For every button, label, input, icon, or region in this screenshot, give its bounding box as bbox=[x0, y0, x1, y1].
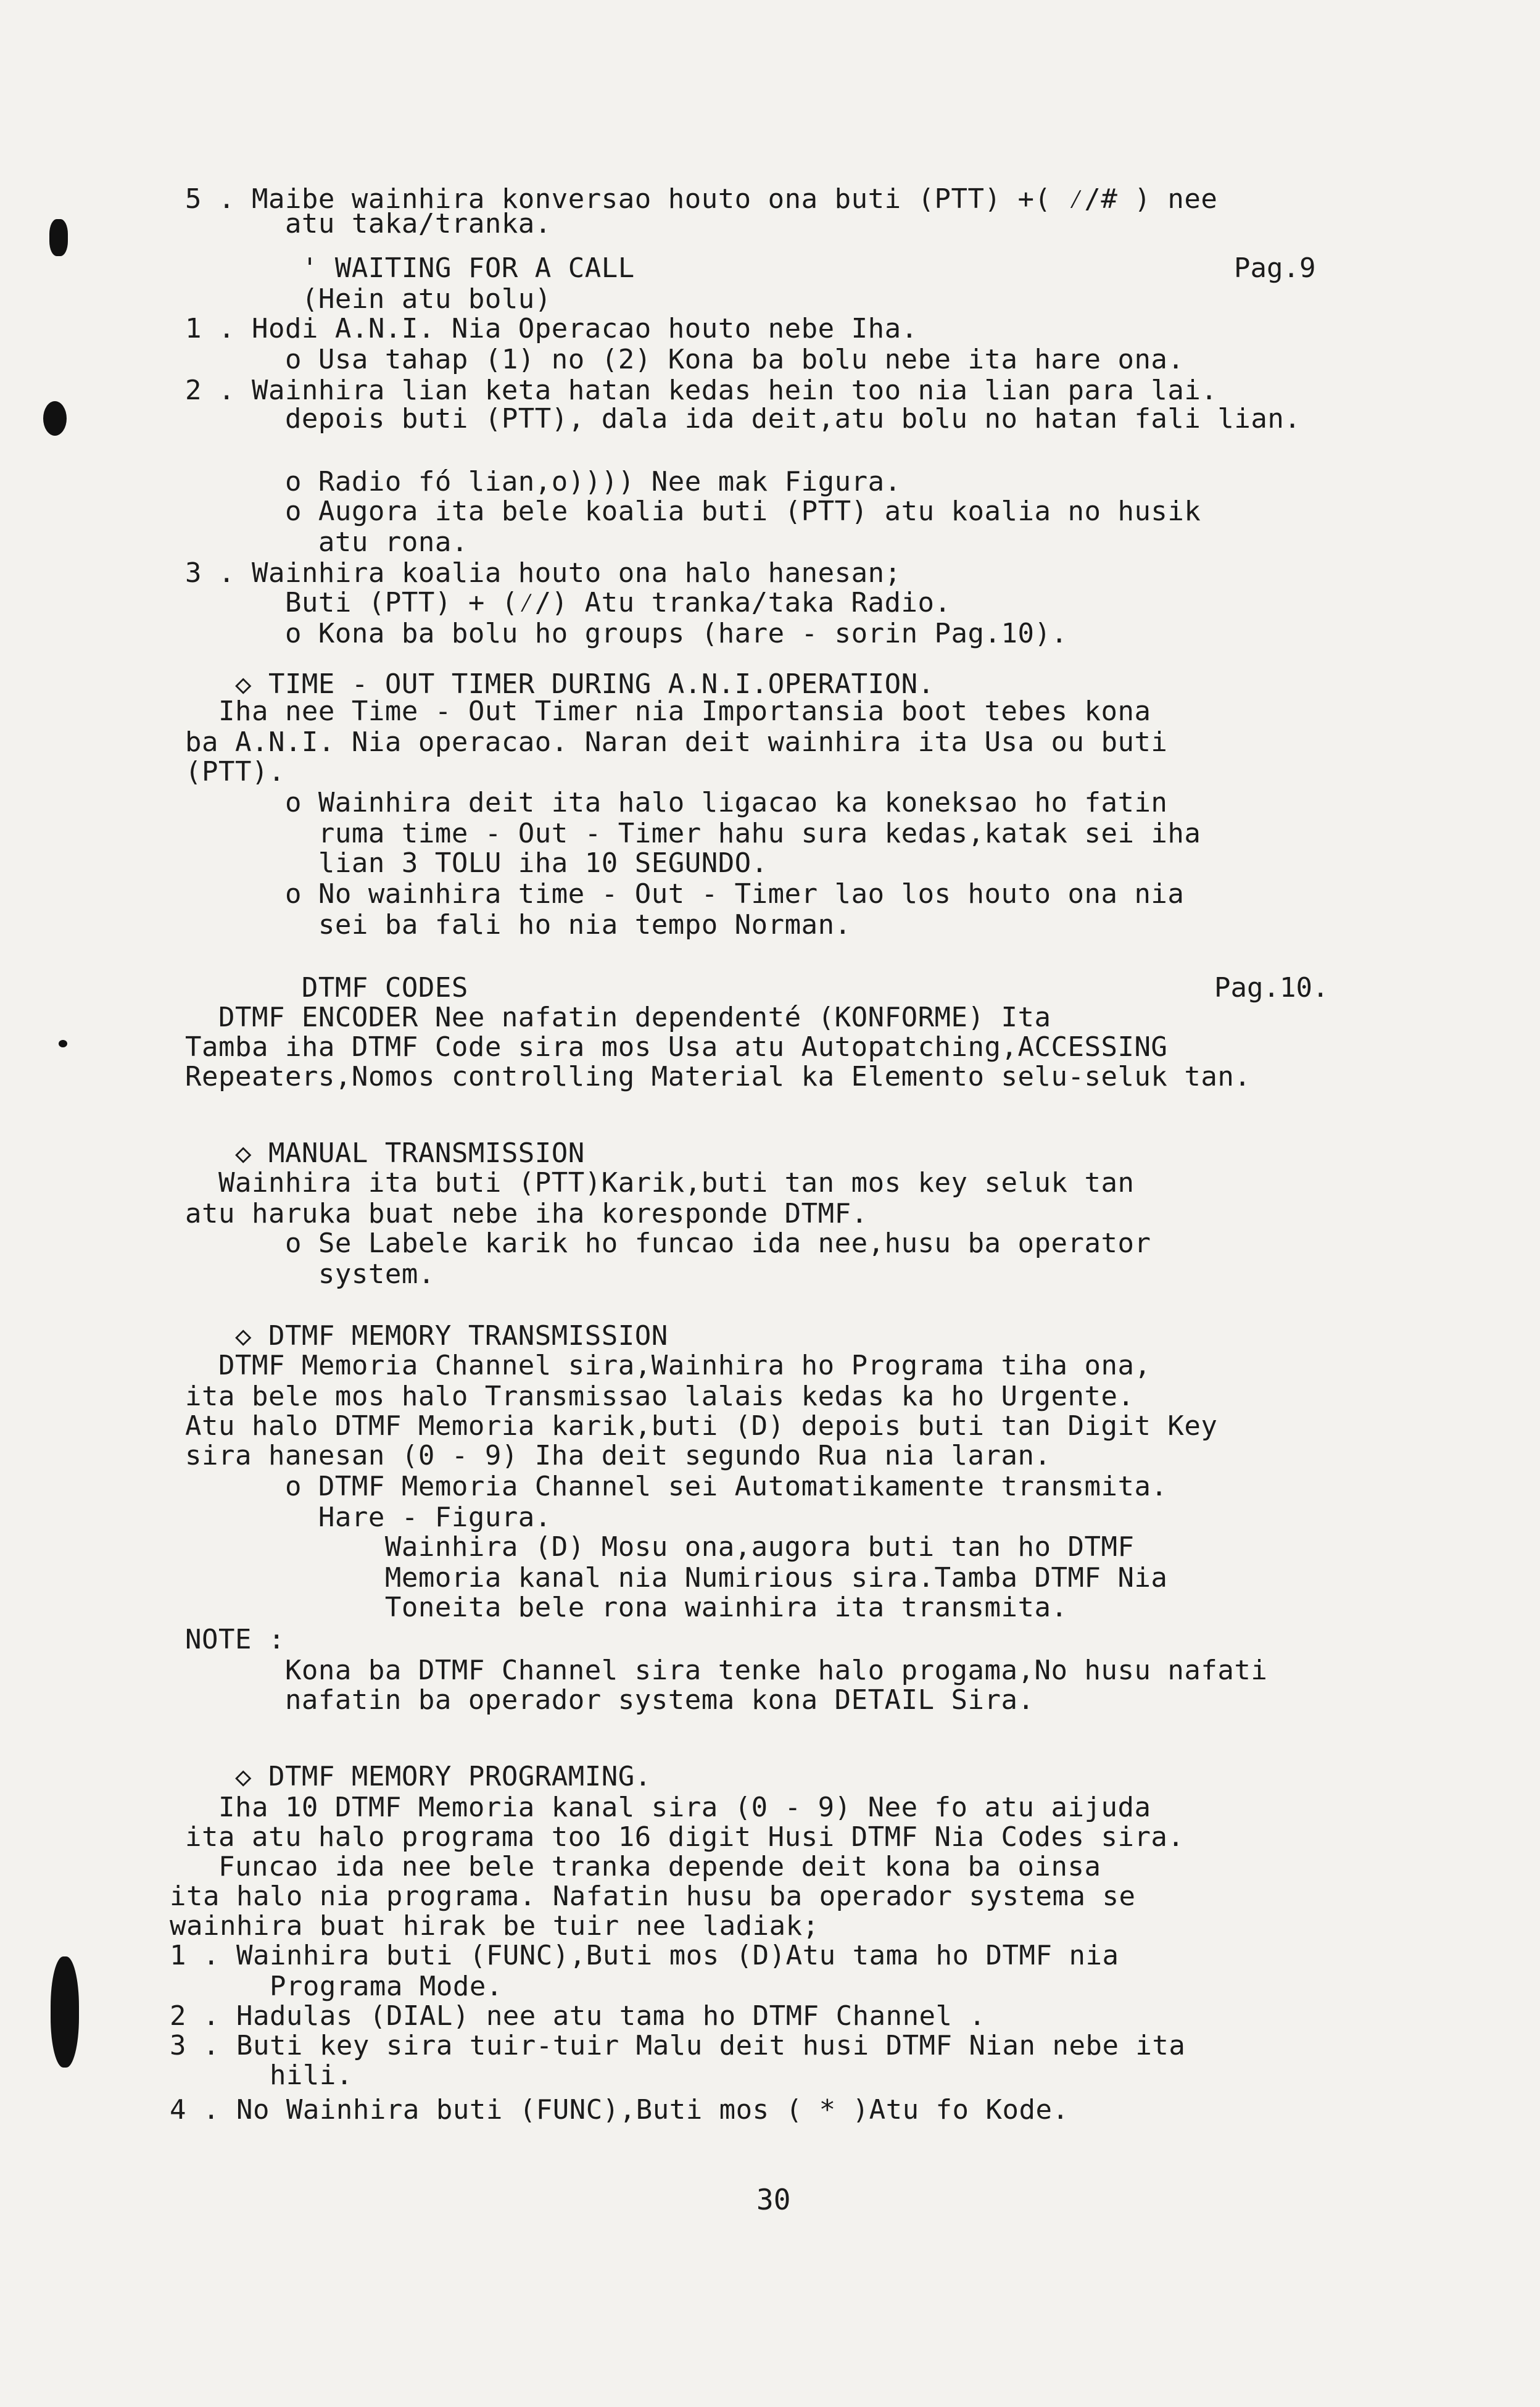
line: atu taka/tranka. bbox=[185, 208, 552, 239]
line: 5 . Maibe wainhira konversao houto ona buti (PTT) +( ⁄/# ) nee bbox=[185, 183, 1218, 215]
line: wainhira buat hirak be tuir nee ladiak; bbox=[170, 1910, 819, 1942]
line: Programa Mode. bbox=[170, 1971, 503, 2002]
line: Kona ba DTMF Channel sira tenke halo progama,No husu nafati bbox=[185, 1655, 1268, 1686]
line: o Radio fó lian,o)))) Nee mak Figura. bbox=[185, 466, 901, 497]
line: ba A.N.I. Nia operacao. Naran deit wainhira ita Usa ou buti bbox=[185, 726, 1168, 758]
page-number: 30 bbox=[756, 2183, 791, 2216]
line: 1 . Wainhira buti (FUNC),Buti mos (D)Atu tama ho DTMF nia bbox=[170, 1940, 1119, 1971]
line: Buti (PTT) + (⁄/) Atu tranka/taka Radio. bbox=[185, 587, 951, 618]
line: ita atu halo programa too 16 digit Husi DTMF Nia Codes sira. bbox=[185, 1821, 1185, 1853]
line: o Wainhira deit ita halo ligacao ka koneksao ho fatin bbox=[185, 787, 1168, 818]
section-heading: DTMF CODES bbox=[185, 972, 468, 1004]
line: Memoria kanal nia Numirious sira.Tamba DTMF Nia bbox=[185, 1562, 1168, 1594]
line: Atu halo DTMF Memoria karik,buti (D) depois buti tan Digit Key bbox=[185, 1410, 1218, 1442]
line: ' WAITING FOR A CALL bbox=[185, 252, 635, 284]
line: atu haruka buat nebe iha koresponde DTMF. bbox=[185, 1198, 868, 1229]
line: hili. bbox=[170, 2060, 353, 2091]
section-heading: ◇ TIME - OUT TIMER DURING A.N.I.OPERATION. bbox=[185, 668, 935, 700]
section-heading: ◇ DTMF MEMORY TRANSMISSION bbox=[185, 1320, 668, 1352]
line: 3 . Wainhira koalia houto ona halo hanesan; bbox=[185, 557, 901, 589]
line: o Augora ita bele koalia buti (PTT) atu koalia no husik bbox=[185, 496, 1201, 527]
section-heading: ◇ DTMF MEMORY PROGRAMING. bbox=[185, 1761, 652, 1792]
line: ruma time - Out - Timer hahu sura kedas,katak sei iha bbox=[185, 818, 1201, 849]
line: 3 . Buti key sira tuir-tuir Malu deit husi DTMF Nian nebe ita bbox=[170, 2030, 1186, 2061]
line: Iha 10 DTMF Memoria kanal sira (0 - 9) Nee fo atu aijuda bbox=[185, 1792, 1151, 1823]
line: Wainhira (D) Mosu ona,augora buti tan ho DTMF bbox=[185, 1531, 1135, 1563]
punch-hole-mark bbox=[59, 1040, 67, 1047]
line: depois buti (PTT), dala ida deit,atu bolu no hatan fali lian. bbox=[185, 403, 1301, 434]
line: Toneita bele rona wainhira ita transmita. bbox=[185, 1592, 1068, 1623]
line: o Se Labele karik ho funcao ida nee,husu ba operator bbox=[185, 1228, 1151, 1259]
line: (Hein atu bolu) bbox=[185, 283, 552, 315]
punch-hole-mark bbox=[49, 219, 68, 256]
line: Tamba iha DTMF Code sira mos Usa atu Autopatching,ACCESSING bbox=[185, 1031, 1168, 1063]
line: ita halo nia programa. Nafatin husu ba operador systema se bbox=[170, 1881, 1136, 1912]
line: sei ba fali ho nia tempo Norman. bbox=[185, 909, 851, 941]
section-heading: ◇ MANUAL TRANSMISSION bbox=[185, 1137, 585, 1169]
line: o Kona ba bolu ho groups (hare - sorin Pag.10). bbox=[185, 618, 1068, 649]
line: ita bele mos halo Transmissao lalais kedas ka ho Urgente. bbox=[185, 1381, 1135, 1412]
line: 1 . Hodi A.N.I. Nia Operacao houto nebe Iha. bbox=[185, 313, 918, 344]
line: Hare - Figura. bbox=[185, 1502, 552, 1533]
line: (PTT). bbox=[185, 756, 285, 788]
line: system. bbox=[185, 1258, 435, 1290]
line: Repeaters,Nomos controlling Material ka Elemento selu-seluk tan. bbox=[185, 1061, 1251, 1092]
line: o Usa tahap (1) no (2) Kona ba bolu nebe ita hare ona. bbox=[185, 344, 1185, 375]
line: DTMF Memoria Channel sira,Wainhira ho Programa tiha ona, bbox=[185, 1350, 1151, 1381]
line: o DTMF Memoria Channel sei Automatikamente transmita. bbox=[185, 1471, 1168, 1502]
line: 2 . Wainhira lian keta hatan kedas hein too nia lian para lai. bbox=[185, 375, 1218, 406]
line: o No wainhira time - Out - Timer lao los houto ona nia bbox=[185, 878, 1185, 910]
line: Funcao ida nee bele tranka depende deit kona ba oinsa bbox=[185, 1851, 1101, 1882]
note-label: NOTE : bbox=[185, 1624, 285, 1655]
page-ref-waiting: Pag.9 bbox=[1234, 252, 1316, 284]
page-ref-dtmf: Pag.10. bbox=[1214, 972, 1329, 1004]
line: 4 . No Wainhira buti (FUNC),Buti mos ( * )Atu fo Kode. bbox=[170, 2094, 1069, 2126]
line: lian 3 TOLU iha 10 SEGUNDO. bbox=[185, 847, 768, 879]
line: atu rona. bbox=[185, 526, 468, 558]
line: nafatin ba operador systema kona DETAIL Sira. bbox=[185, 1684, 1035, 1716]
line: 2 . Hadulas (DIAL) nee atu tama ho DTMF Channel . bbox=[170, 2000, 986, 2032]
punch-hole-mark bbox=[43, 401, 67, 436]
line: sira hanesan (0 - 9) Iha deit segundo Rua nia laran. bbox=[185, 1440, 1051, 1471]
punch-hole-mark bbox=[51, 1956, 79, 2068]
line: DTMF ENCODER Nee nafatin dependenté (KONFORME) Ita bbox=[185, 1002, 1051, 1033]
line: Iha nee Time - Out Timer nia Importansia boot tebes kona bbox=[185, 696, 1151, 727]
line: Wainhira ita buti (PTT)Karik,buti tan mos key seluk tan bbox=[185, 1167, 1135, 1199]
